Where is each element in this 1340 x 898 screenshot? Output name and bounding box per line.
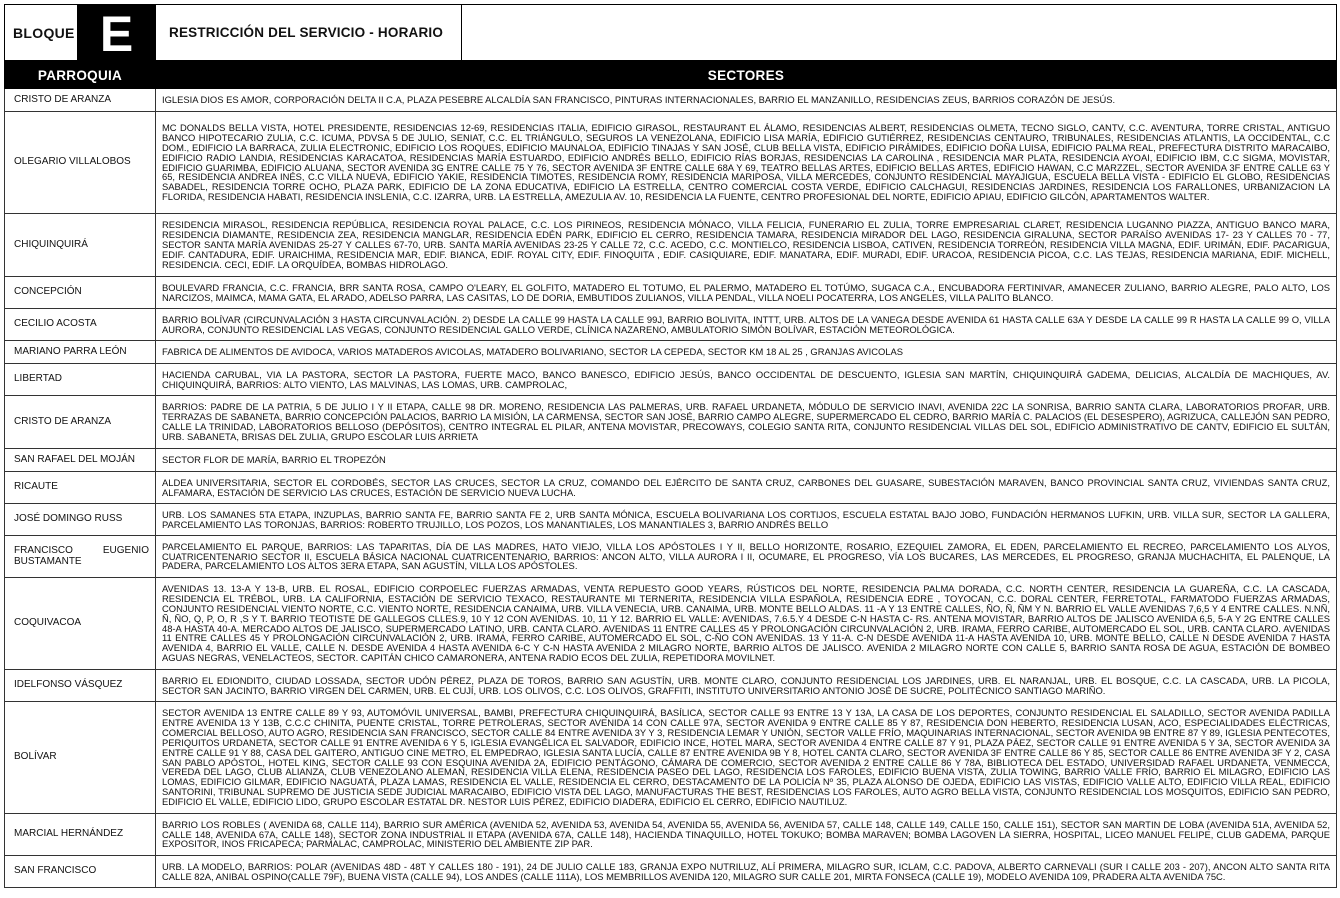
parroquia-cell: CRISTO DE ARANZA: [5, 396, 156, 449]
page-title: RESTRICCIÓN DEL SERVICIO - HORARIO: [155, 4, 462, 61]
parroquia-cell: RICAUTE: [5, 472, 156, 504]
sectores-cell: BOULEVARD FRANCIA, C.C. FRANCIA, BRR SANTA ROSA, CAMPO O'LEARY, EL GOLFITO, MATADERO EL TOTUMO, EL PALERMO, MATADERO EL TOTÚMO, SUGACA C.A., ENCUBADORA FERTINIVAR, AMANECER ZULIANO, BARRIO ALEGRE, PALO ALTO, LOS NARCIZOS, MAIMCA, MAMA GATA, EL ARADO, ADELSO PARRA, LAS CASITAS, LO DE DORIA, EMBUTIDOS ZULIANOS, VILLA PENDAL, VILLA NOELI POCATERRA, LOS ANGELES, VILLA PALITO BLANCO.: [156, 277, 1337, 309]
bloque-box: [4, 4, 155, 61]
bloque-letter: E: [77, 5, 156, 62]
sectores-cell: BARRIO EL EDIONDITO, CIUDAD LOSSADA, SECTOR UDÓN PÉREZ, PLAZA DE TOROS, BARRIO SAN AGUSTÍN, URB. MONTE CLARO, CONJUNTO RESIDENCIAL LOS JARDINES, URB. EL NARANJAL, URB. EL BOSQUE, C.C. LA CASCADA, URB. LA PICOLA, SECTOR SAN JACINTO, BARRIO VIRGEN DEL CARMEN, URB. EL CUJÍ, URB. LOS OLIVOS, C.C. LOS OLIVOS, GRAFFITI, INSTITUTO UNIVERSITARIO ANTONIO JOSÉ DE SUCRE, POLITÉCNICO SANTIAGO MARIÑO.: [156, 670, 1337, 702]
parroquia-cell: OLEGARIO VILLALOBOS: [5, 112, 156, 214]
sectores-cell: BARRIO LOS ROBLES ( AVENIDA 68, CALLE 114), BARRIO SUR AMÉRICA (AVENIDA 52, AVENIDA 53, AVENIDA 54, AVENIDA 55, AVENIDA 56, AVENIDA 57, CALLE 148, CALLE 149, CALLE 150, CALLE 151), SECTOR SAN MARTIN DE LOBA (AVENIDA 51A, AVENIDA 52, CALLE 148, AVENIDA 67A, CALLE 148), SECTOR ZONA INDUSTRIAL II ETAPA (AVENIDA 67A, CALLE 148), HACIENDA TINAQUILLO, HOTEL TOKUKO; BOMBA MARAVEN; BOMBA LAGOVEN LA SIERRA, HOSPITAL, LICEO MANUEL FELIPE, CLUB GADEMA, PARQUE EXPOSITOR, INOS FRICAPECA; PARMALAC, CAMPROLAC, MINISTERIO DEL AMBIENTE ZIP PAR.: [156, 814, 1337, 856]
sectores-cell: IGLESIA DIOS ES AMOR, CORPORACIÓN DELTA II C.A, PLAZA PESEBRE ALCALDÍA SAN FRANCISCO, PINTURAS INTERNACIONALES, BARRIO EL MANZANILLO, RESIDENCIAS ZEUS, BARRIOS CORAZÓN DE JESÚS.: [156, 89, 1337, 112]
parroquia-cell: BOLÍVAR: [5, 702, 156, 814]
table-row: [5, 309, 1337, 341]
table-row: [5, 396, 1337, 449]
parroquia-name-part: BUSTAMANTE: [14, 555, 82, 567]
parroquia-cell: SAN FRANCISCO: [5, 856, 156, 888]
parroquia-cell: COQUIVACOA: [5, 578, 156, 670]
table-row: [5, 814, 1337, 856]
sectores-cell: BARRIO BOLÍVAR (CIRCUNVALACIÓN 3 HASTA CIRCUNVALACIÓN. 2) DESDE LA CALLE 99 HASTA LA CALLE 99J, BARRIO BOLIVITA, INTTT, URB. ALTOS DE LA VANEGA DESDE AVENIDA 61 HASTA CALLE 63A Y DESDE LA CALLE 99 R HASTA LA CALLE 99 O, VILLA AURORA, CONJUNTO RESIDENCIAL LAS VEGAS, CONJUNTO RESIDENCIAL GALLO VERDE, CLÍNICA NAZARENO, AMBULATORIO SIMÓN BOLÍVAR, ESTACIÓN METEOROLÓGICA.: [156, 309, 1337, 341]
sectores-cell: HACIENDA CARUBAL, VIA LA PASTORA, SECTOR LA PASTORA, FUERTE MACO, BANCO BANESCO, EDIFICIO JESÚS, BANCO OCCIDENTAL DE DESCUENTO, IGLESIA SAN MARTÍN, CHIQUINQUIRÁ GADEMA, DELICIAS, ALCALDÍA DE MACHIQUES, AV. CHIQUINQUIRÁ, BARRIOS: ALTO VIENTO, LAS MALVINAS, LAS LOMAS, URB. CAMPROLAC,: [156, 364, 1337, 396]
bloque-label: BLOQUE: [13, 24, 75, 41]
parroquia-cell: CHIQUINQUIRÁ: [5, 214, 156, 277]
parroquia-cell: MARCIAL HERNÁNDEZ: [5, 814, 156, 856]
table-row: [5, 702, 1337, 814]
table-row: [5, 341, 1337, 364]
parroquia-cell: LIBERTAD: [5, 364, 156, 396]
parroquia-cell: [5, 536, 156, 578]
parroquia-cell: CRISTO DE ARANZA: [5, 89, 156, 112]
sectores-cell: MC DONALDS BELLA VISTA, HOTEL PRESIDENTE, RESIDENCIAS 12-69, RESIDENCIAS ITALIA, EDIFICIO GIRASOL, RESTAURANT EL ÁLAMO, RESIDENCIAS ALBERT, RESIDENCIAS OLMETA, TECNO SIGLO, CANTV, C.C. AVENTURA, TORRE CRISTAL, ANTIGUO BANCO HIPOTECARIO ZULIA, C.C. ICUMA, PDVSA 5 DE JULIO, SENIAT, C.C. EL TRIÁNGULO, SEGUROS LA VENEZOLANA, EDIFICIO LISA MARÍA, EDIFICIO GUTIÉRREZ, RESIDENCIAS CENTAURO, TRIBUNALES, RESIDENCIAS ATLANTIS, LA OCCIDENTAL, C.C DOM., EDIFICIO LA BARRACA, ZULIA ELECTRONIC, EDIFICIO LOS ROQUES, EDIFICIO MAUNALOA, EDIFICIO TINAJAS Y SAN JOSÉ, CLUB BELLA VISTA, EDIFICIO PIRÁMIDES, EDIFICIO DOÑA LUISA, EDIFICIO PALMA REAL, PREFECTURA DISTRITO MARACAIBO, EDIFICIO RADIO LANDIA, RESIDENCIAS KARACATOA, RESIDENCIAS MARÍA ESTUARDO, EDIFICIO ANDRÉS BELLO, EDIFICIO RÍAS BORJAS, RESIDENCIAS LA CAROLINA , RESIDENCIA MAR PLATA, RESIDENCIA AYOAI, EDIFICIO IBM, C.C SIGMA, MOVISTAR, EDIFICIO GUARIMBA, EDIFICIO ALUANA, SECTOR AVENIDA 3G ENTRE CALLE 75 Y 76, SECTOR AVENIDA 3F ENTRE CALLE 68A Y 69, TEATRO BELLAS ARTES, EDIFICIO BELLAS ARTES, EDIFICIO HAWAN, C.C MARZZEL, SECTOR AVENIDA 3F ENTRE CALLE 63 Y 65, RESIDENCIA ANDREA INÉS, C.C VILLA NUEVA, EDIFICIO YAKIE, RESIDENCIA TIMOTES, RESIDENCIA ROMY, RESIDENCIA MARIPOSA, VILLA MERCEDES, CONJUNTO RESIDENCIAL MAYAJIGUA, ESCUELA BELLA VISTA - EDIFICIO EL GLOBO, RESIDENCIAS SABADEL, RESIDENCIA TORRE OCHO, PLAZA PARK, EDIFICIO DE LA ZONA EDUCATIVA, EDIFICIO LA ESTRELLA, CENTRO COMERCIAL COSTA VERDE, EDIFICIO CALCHAGUI, RESIDENCIAS JARDINES, RESIDENCIA LOS FARALLONES, URBANIZACION LA FLORIDA, RESIDENCIA HABATI, RESIDENCIA INSLENIA, C.C. IZARRA, URB. LA ESTRELLA, AMEZULIA AV. 10, RESIDENCIA LA FUENTE, CENTRO PROFESIONAL DEL NORTE, EDIFICIO APIAU, EDIFICIO GILCÓN, APARTAMENTOS WALTER.: [156, 112, 1337, 214]
table-row: [5, 856, 1337, 888]
table-row: [5, 277, 1337, 309]
sectors-table: [4, 61, 1337, 888]
table-row: [5, 536, 1337, 578]
parroquia-cell: IDELFONSO VÁSQUEZ: [5, 670, 156, 702]
table-row: [5, 112, 1337, 214]
table-row: [5, 670, 1337, 702]
parroquia-name-part: FRANCISCO: [14, 545, 73, 556]
sectores-cell: URB. LOS SAMANES 5TA ETAPA, INZUPLAS, BARRIO SANTA FE, BARRIO SANTA FE 2, URB SANTA MÓNICA, ESCUELA BOLIVARIANA LOS CORTIJOS, ESCUELA ESTATAL BAJO JOBO, FUNDACIÓN HERMANOS LUFKIN, URB. VILLA SUR, SECTOR LA GALLERA, PARCELAMIENTO LAS TORONJAS, BARRIOS: ROBERTO TRUJILLO, LOS POZOS, LOS MANANTIALES, LOS MANANTIALES 3, BARRIO ANDRÉS BELLO: [156, 504, 1337, 536]
sectores-cell: ALDEA UNIVERSITARIA, SECTOR EL CORDOBÉS, SECTOR LAS CRUCES, SECTOR LA CRUZ, COMANDO DEL EJÉRCITO DE SANTA CRUZ, CARBONES DEL GUASARE, SUBESTACIÓN MARAVEN, BANCO PROVINCIAL SANTA CRUZ, VIVIENDAS SANTA CRUZ, ALFAMARA, ESTACIÓN DE SERVICIO LAS CRUCES, ESTACIÓN DE SERVICIO NUEVA LUCHA.: [156, 472, 1337, 504]
sectores-cell: AVENIDAS 13. 13-A Y 13-B, URB. EL ROSAL, EDIFICIO CORPOELEC FUERZAS ARMADAS, VENTA REPUESTO GOOD YEARS, RÚSTICOS DEL NORTE, RESIDENCIA PALMA DORADA, C.C. NORTH CENTER, RESIDENCIA LA GUAREÑA, C.C. LA CASCADA, RESIDENCIA EL TRÉBOL, URB. LA CALIFORNIA, ESTACIÓN DE SERVICIO TEXACO, RESTAURANTE MI TERNERITA, RESIDENCIA VILLA ESPAÑOLA, RESIDENCIA EDRE , TOYOCAN, C.C. DORAL CENTER, FERRETOTAL, FARMATODO FUERZAS ARMADAS, CONJUNTO RESIDENCIAL VIENTO NORTE, C.C. VIENTO NORTE, RESIDENCIA CANAIMA, URB. VILLA VENECIA, URB. CANAIMA, URB. MONTE BELLO ALDAS. 11 -A Y 13 ENTRE CALLES, ÑO, Ñ, ÑM Y N. BARRIO EL VALLE AVENIDAS 7,6,5 Y 4 ENTRE CALLES. N.NÑ, Ñ, ÑO, Q, P, O, R ,S Y T. BARRIO TEOTISTE DE GALLEGOS CLLES.9, 10 Y 12 CON AVENIDAS. 10, 11 Y 12. BARRIO EL VALLE: AVENIDAS, 7.6.5.Y 4 DESDE C-N HASTA C- RS. ANTENA MOVISTAR, BARRIO ALTOS DE JALISCO AVENIDA 6,5, 5-A Y 2G ENTRE CALLES 48-A HASTA 40-A. MERCADO ALTOS DE JALISCO, SUPERMERCADO LATINO, URB. CANTA CLARO. AVENIDAS 11 ENTRE CALLES 45 Y PROLONGACIÓN CIRCUNVALACIÓN 2, URB. IRAMA, FERRO CARIBE, AUTOMERCADO EL SOL, URB. CANTA CLARO. AVENIDAS 11 ENTRE CALLES 45 Y PROLONGACIÓN CIRCUNVALACIÓN 2, URB. IRAMA, FERRO CARIBE, AUTOMERCADO EL SOL, C-ÑO CON AVENIDAS. 13 Y 11-A. C-N DESDE AVENIDA 11-A HASTA AVENIDA 10, URB. MONTE BELLO, CALLE N DESDE AVENIDA 7 HASTA AVENIDA 4, BARRIO EL VALLE, CALLE N. DESDE AVENIDA 4 HASTA AVENIDA 6-C Y C-N HASTA AVENIDA 2 MILAGRO NORTE, BARRIO ALTOS DE JALISCO. AVENIDA 2 MILAGRO NORTE CON CALLE 5, BARRIO SANTA ROSA DE AGUA, ESTACIÓN DE BOMBEO AGUAS NEGRAS, VENELACTEOS, SECTOR. CAPITÁN CHICO CAMARONERA, ANTENA RADIO ECOS DEL ZULIA, REPETIDORA MOVILNET.: [156, 578, 1337, 670]
column-header-sectores: SECTORES: [156, 62, 1337, 89]
sectores-cell: BARRIOS: PADRE DE LA PATRIA, 5 DE JULIO I Y II ETAPA, CALLE 98 DR. MORENO, RESIDENCIA LAS PALMERAS, URB. RAFAEL URDANETA, MÓDULO DE SERVICIO INAVI, AVENIDA 22C LA SONRISA, BARRIO SANTA CLARA, LABORATORIOS PROFAR, URB. TERRAZAS DE SABANETA, BARRIO CONCEPCIÓN PALACIOS, BARRIO LA MISIÓN, LA CARMENSA, SECTOR SAN JOSÉ, BARRIO CAMPO ALEGRE, SUPERMERCADO EL CEDRO, BARRIO MARÍA C. PALACIOS (EL DESESPERO), AGRIZUCA, CALLEJÓN SAN PEDRO, CALLE LA TRINIDAD, LABORATORIOS BELLOSO (DEPÓSITOS), CENTRO INTEGRAL EL PILAR, ANTENA MOVISTAR, PRECOWAYS, COLEGIO SANTA RITA, CONJUNTO RESIDENCIAL VILLAS DEL SOL, EDIFICIO ADMINISTRATIVO DE CANTV, EDIFICIO EL SULTÁN, URB. SABANETA, BRISAS DEL ZULIA, GRUPO ESCOLAR LUIS ARRIETA: [156, 396, 1337, 449]
sectores-cell: URB. LA MODELO, BARRIOS: POLAR (AVENIDAS 48D - 48T Y CALLES 180 - 191), 24 DE JULIO CALLE 183, GRANJA EXPO NUTRILUZ, ALÍ PRIMERA, MILAGRO SUR, ICLAM, C.C. PADOVA, ALBERTO CARNEVALI (SUR I CALLE 203 - 207), ANCON ALTO SANTA RITA CALLE 82A, ANIBAL OSPINO(CALLE 79F), BUENA VISTA (CALLE 94), LOS ANDES (CALLE 111A), LOS MEMBRILLOS AVENIDA 120, MILAGRO SUR CALLE 201, MIRTA FONSECA (CALLE 19), MODELO AVENIDA 109, PRADERA ALTA AVENIDA 75C.: [156, 856, 1337, 888]
table-row: [5, 89, 1337, 112]
table-row: [5, 504, 1337, 536]
column-header-parroquia: PARROQUIA: [5, 62, 156, 89]
parroquia-cell: SAN RAFAEL DEL MOJÁN: [5, 449, 156, 472]
page-header: [4, 4, 1337, 61]
sectores-cell: RESIDENCIA MIRASOL, RESIDENCIA REPÚBLICA, RESIDENCIA ROYAL PALACE, C.C. LOS PIRINEOS, RESIDENCIA MÓNACO, VILLA FELICIA, FUNERARIO EL ZULIA, TORRE EMPRESARIAL CLARET, RESIDENCIA LUGANNO PIAZZA, ANTIGUO BANCO MARA, RESIDENCIA DIAMANTE, RESIDENCIA ZEA, RESIDENCIA MANGLAR, RESIDENCIA EDÉN PARK, EDIFICIO EL CERRO, RESIDENCIA TAMARA, RESIDENCIA MIRADOR DEL LAGO, RESIDENCIA GIRALUNA, SECTOR PARAÍSO AVENIDAS 17- 23 Y CALLES 70 - 77, SECTOR SANTA MARÍA AVENIDAS 25-27 Y CALLES 67-70, URB. SANTA MARÍA AVENIDAS 23-25 Y CALLE 72, C.C. ACEDO, C.C. MONTIELCO, RESIDENCIA LISBOA, CATIVEN, RESIDENCIA TORREÓN, RESIDENCIA VILLA MAGNA, EDIF. URIMÁN, EDIF. PACARIGUA, EDIF. CANTADURA, EDIF. URAICHIMA, RESIDENCIA MAR, EDIF. BIANCA, EDIF. ROYAL CITY, EDIF. FINOQUITA , EDIF. CASIQUIARE, EDIF. MANATARA, EDIF. MURADI, EDIF. URACOA, RESIDENCIA PICOA, C.C. LAS TEJAS, RESIDENCIA MARIANA, EDIF. MICHELL, RESIDENCIA. CECI, EDIF. LA ORQUÍDEA, BOMBAS HIDROLAGO.: [156, 214, 1337, 277]
sectores-cell: SECTOR AVENIDA 13 ENTRE CALLE 89 Y 93, AUTOMÓVIL UNIVERSAL, BAMBI, PREFECTURA CHIQUINQUIRÁ, BASÍLICA, SECTOR CALLE 93 ENTRE 13 Y 13A, LA CASA DE LOS DEPORTES, CONJUNTO RESIDENCIAL EL SALADILLO, SECTOR AVENIDA PADILLA ENTRE AVENIDA 13 Y 13B, C.C.C CHINITA, PUENTE CRISTAL, TORRE PETROLERAS, SECTOR AVENIDA 14 CON CALLE 97A, SECTOR AVENIDA 9 ENTRE CALLE 85 Y 87, RESIDENCIA DON HEBERTO, RESIDENCIA LUSAN, ACO, ESPECIALIDADES ELÉCTRICAS, COMERCIAL BELLOSO, AUTO AGRO, RESIDENCIA SAN FRANCISCO, SECTOR CALLE 84 ENTRE AVENIDA 3Y Y 3, RESIDENCIA LEMAR Y UNIÓN, SECTOR VALLE FRÍO, MAQUINARIAS INTERNACIONAL, SECTOR AVENIDA 9B ENTRE 87 Y 89, IGLESIA PENTECOTES, PERIQUITOS URDANETA, SECTOR CALLE 91 ENTRE AVENIDA 6 Y 5, IGLESIA EVANGÉLICA EL SALVADOR, EDIFICIO INCE, HOTEL MARA, SECTOR AVENIDA 4 ENTRE CALLE 87 Y 91, PLAZA PÁEZ, SECTOR CALLE 91 ENTRE AVENIDA 5 Y 3A, SECTOR AVENIDA 3A ENTRE CALLE 91 Y 88, CASA DEL GAITERO, ANTIGUO CINE METRO, EL EMPEDRAO, IGLESIA SANTA LUCÍA, CALLE 87 ENTRE AVENIDA 9B Y 8, HOTEL CANTA CLARO, SECTOR AVENIDA 3F ENTRE CALLE 86 Y 85, SECTOR CALLE 86 ENTRE AVENIDA 3F Y 2, CASA SAN PABLO APÓSTOL, HOTEL KING, SECTOR CALLE 93 CON ESQUINA AVENIDA 2A, EDIFICIO PENTÁGONO, CÁMARA DE COMERCIO, SECTOR AVENIDA 2 ENTRE CALLE 86 Y 78A, BIBLIOTECA DEL ESTADO, UNIVERSIDAD RAFAEL URDANETA, VENMECCA, VEREDA DEL LAGO, CLUB ALIANZA, CLUB VENEZOLANO ALEMAN, RESIDENCIA VILLA ELENA, RESIDENCIA PASEO DEL LAGO, RESIDENCIA LOS FAROLES, EDIFICIO BUENA VISTA, ZULIA TOWING, BARRIO VALLE FRÍO, BARRIO EL MILAGRO, EDIFICIO LAS LOMAS, EDIFICIO GILMAR, EDIFICIO NAGUATÁ, PLAZA LAMAS, RESIDENCIA EL VALLE, RESIDENCIA EL CERRO, DESTACAMENTO DE LA POLICÍA Nº 35, PLAZA ALONSO DE OJEDA, EDIFICIO LAS VISTAS, EDIFICIO VALLE ALTO, EDIFICIO VILLA REAL, EDIFICIO SANTORINI, TRIBUNAL SUPREMO DE JUSTICIA SEDE JUDICIAL MARACAIBO, EDIFICIO VISTA DEL LAGO, MANUFACTURAS THE BEST, RESIDENCIAS LOS FAROLES, AUTO AGRO BELLA VISTA, CONJUNTO RESIDENCIAL LOS MOSQUITOS, EDIFICIO SAN PEDRO, EDIFICIO EL VALLE, EDIFICIO LIDO, GRUPO ESCOLAR ESTATAL DR. NESTOR LUIS PÉREZ, EDIFICIO DIADERA, EDIFICIO EL CERRO, EDIFICIO NAUTILUZ.: [156, 702, 1337, 814]
parroquia-cell: MARIANO PARRA LEÓN: [5, 341, 156, 364]
table-row: [5, 578, 1337, 670]
table-row: [5, 214, 1337, 277]
table-row: [5, 472, 1337, 504]
table-header-row: [5, 62, 1337, 89]
parroquia-name-part: EUGENIO: [102, 545, 149, 556]
parroquia-cell: CONCEPCIÓN: [5, 277, 156, 309]
table-row: [5, 364, 1337, 396]
sectores-cell: PARCELAMIENTO EL PARQUE, BARRIOS: LAS TAPARITAS, DÍA DE LAS MADRES, HATO VIEJO, VILLA LOS APÓSTOLES I Y II, BELLO HORIZONTE, ROSARIO, EZEQUIEL ZAMORA, EL EDEN, PARCELAMIENTO EL RECREO, PARCELAMIENTO LOS ALYOS, CUATRICENTENARIO SECTOR II, ESCUELA BÁSICA NACIONAL CUATRICENTENARIO, BARRIOS: ANCON ALTO, VILLA AURORA I II, OCUMARE, EL PROGRESO, VÍA LOS BUCARES, LAS MERCEDES, EL PROGRESO, GRANJA MUCHACHITA, EL PALENQUE, LA PADERA, PARCELAMIENTO LOS ALTOS 3ERA ETAPA, SAN AGUSTÍN, VILLA LOS APÓSTOLES.: [156, 536, 1337, 578]
table-row: [5, 449, 1337, 472]
sectores-cell: FABRICA DE ALIMENTOS DE AVIDOCA, VARIOS MATADEROS AVICOLAS, MATADERO BOLIVARIANO, SECTOR LA CEPEDA, SECTOR KM 18 AL 25 , GRANJAS AVICOLAS: [156, 341, 1337, 364]
sectores-cell: SECTOR FLOR DE MARÍA, BARRIO EL TROPEZÓN: [156, 449, 1337, 472]
parroquia-cell: JOSÉ DOMINGO RUSS: [5, 504, 156, 536]
header-empty-cell: [462, 4, 1337, 61]
parroquia-cell: CECILIO ACOSTA: [5, 309, 156, 341]
